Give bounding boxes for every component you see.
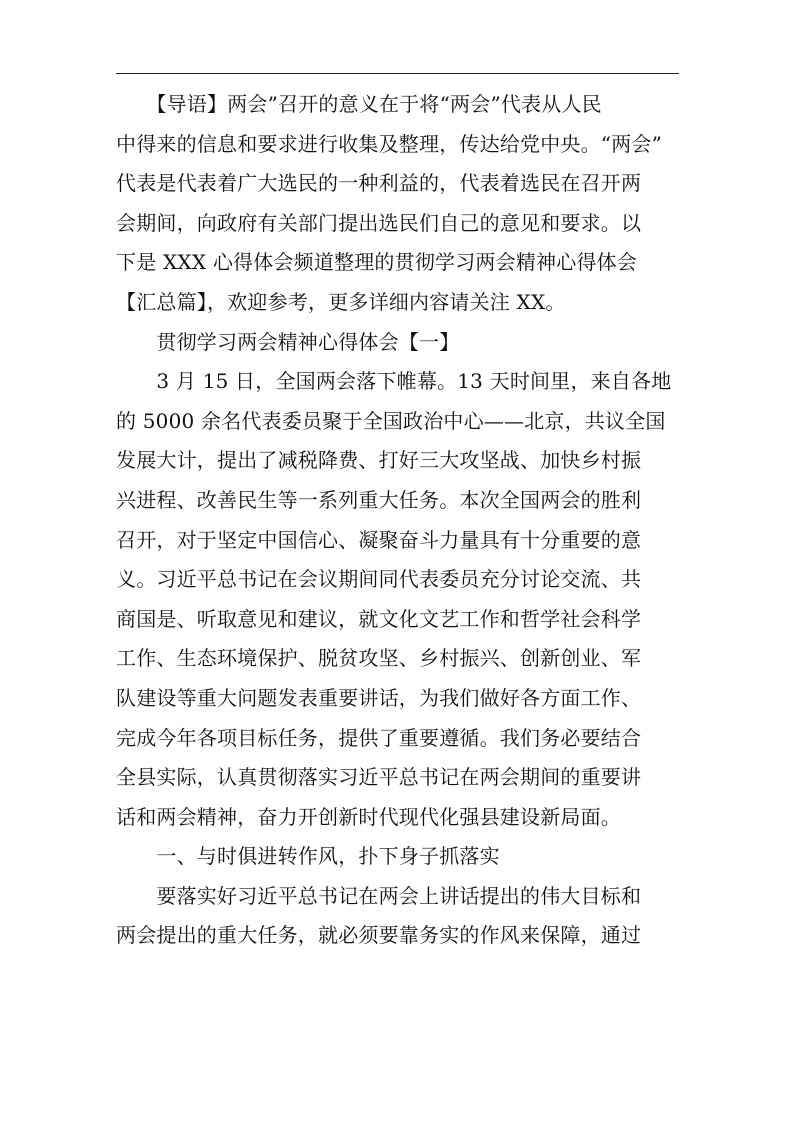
body-line: 商国是、听取意见和建议，就文化文艺工作和哲学社会科学 [116, 606, 642, 631]
intro-line: 【汇总篇】，欢迎参考，更多详细内容请关注 XX。 [116, 289, 566, 314]
body-line: 全县实际，认真贯彻落实习近平总书记在两会期间的重要讲 [116, 765, 642, 790]
body-line: 工作、生态环境保护、脱贫攻坚、乡村振兴、创新创业、军 [116, 646, 642, 671]
body-line: 队建设等重大问题发表重要讲话，为我们做好各方面工作、 [116, 685, 642, 710]
document-body [116, 85, 686, 956]
section-title: 贯彻学习两会精神心得体会【一】 [116, 329, 460, 354]
intro-line: 【导语】两会”召开的意义在于将“两会”代表从人民 [116, 92, 602, 116]
header-rule [116, 73, 679, 74]
body-line: 义。习近平总书记在会议期间同代表委员充分讨论交流、共 [116, 567, 642, 592]
body-line: 发展大计，提出了减税降费、打好三大攻坚战、加快乡村振 [116, 448, 642, 473]
intro-line: 下是 XXX 心得体会频道整理的贯彻学习两会精神心得体会 [116, 250, 638, 275]
intro-line: 代表是代表着广大选民的一种利益的，代表着选民在召开两 [116, 171, 642, 196]
body-line: 两会提出的重大任务，就必须要靠务实的作风来保障，通过 [116, 923, 642, 948]
body-line: 要落实好习近平总书记在两会上讲话提出的伟大目标和 [116, 883, 642, 908]
intro-line: 会期间，向政府有关部门提出选民们自己的意见和要求。以 [116, 210, 642, 235]
intro-line: 中得来的信息和要求进行收集及整理，传达给党中央。“两会” [116, 131, 663, 156]
body-line: 召开，对于坚定中国信心、凝聚奋斗力量具有十分重要的意 [116, 527, 642, 552]
body-line: 兴进程、改善民生等一系列重大任务。本次全国两会的胜利 [116, 487, 642, 512]
body-line: 完成今年各项目标任务，提供了重要遵循。我们务必要结合 [116, 725, 642, 750]
subheading: 一、与时俱进转作风，扑下身子抓落实 [116, 844, 500, 869]
body-line: 的 5000 余名代表委员聚于全国政治中心——北京，共议全国 [116, 408, 666, 433]
body-line: 3 月 15 日，全国两会落下帷幕。13 天时间里，来自各地 [116, 369, 672, 394]
body-line: 话和两会精神，奋力开创新时代现代化强县建设新局面。 [116, 804, 621, 829]
